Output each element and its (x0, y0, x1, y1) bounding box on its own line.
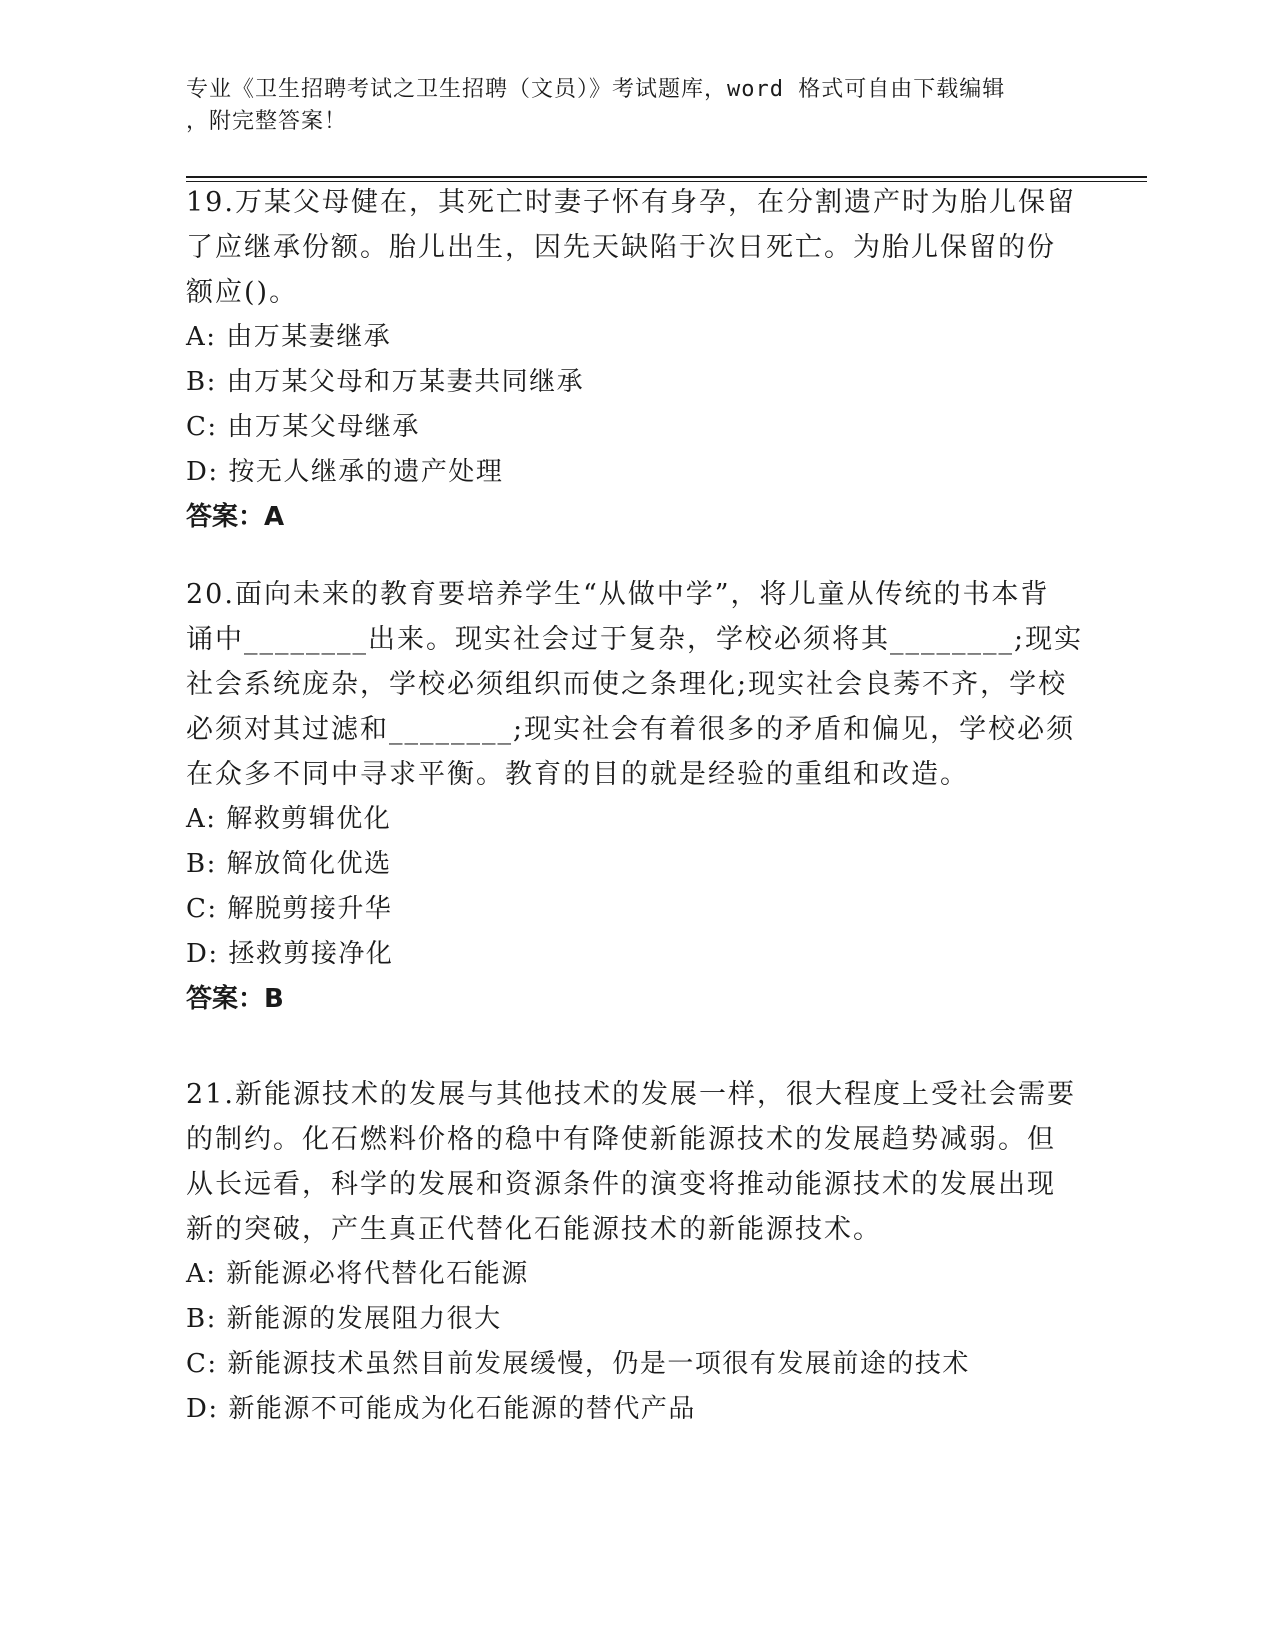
option-d: D: 按无人继承的遗产处理 (186, 457, 504, 487)
question-20 (186, 572, 1086, 1022)
question-stem-line: 从长远看，科学的发展和资源条件的演变将推动能源技术的发展出现 (186, 1169, 1056, 1200)
option-a: A: 新能源必将代替化石能源 (186, 1259, 529, 1289)
option-d: D: 新能源不可能成为化石能源的替代产品 (186, 1394, 696, 1424)
answer-label: 答案：A (186, 502, 285, 532)
option-a: A: 解救剪辑优化 (186, 804, 392, 834)
option-b: B: 解放简化优选 (186, 849, 392, 879)
question-stem-line: 额应()。 (186, 277, 299, 308)
question-stem-line: 的制约。化石燃料价格的稳中有降使新能源技术的发展趋势减弱。但 (186, 1124, 1056, 1155)
question-stem-line: 20.面向未来的教育要培养学生“从做中学”，将儿童从传统的书本背 (186, 579, 1050, 610)
header-line-2: ，附完整答案！ (186, 109, 348, 134)
question-stem-line: 了应继承份额。胎儿出生，因先天缺陷于次日死亡。为胎儿保留的份 (186, 232, 1056, 263)
option-c: C: 解脱剪接升华 (186, 894, 393, 924)
question-19 (186, 180, 1086, 540)
question-stem-line: 21.新能源技术的发展与其他技术的发展一样，很大程度上受社会需要 (186, 1079, 1076, 1110)
question-stem-line: 19.万某父母健在，其死亡时妻子怀有身孕，在分割遗产时为胎儿保留 (186, 187, 1076, 218)
document-header (186, 74, 1066, 138)
option-c: C: 新能源技术虽然目前发展缓慢，仍是一项很有发展前途的技术 (186, 1349, 970, 1379)
header-divider-thick (186, 176, 1147, 178)
option-b: B: 由万某父母和万某妻共同继承 (186, 367, 585, 397)
option-b: B: 新能源的发展阻力很大 (186, 1304, 502, 1334)
question-stem-line: 在众多不同中寻求平衡。教育的目的就是经验的重组和改造。 (186, 759, 969, 790)
question-stem-line: 社会系统庞杂，学校必须组织而使之条理化;现实社会良莠不齐，学校 (186, 669, 1068, 700)
option-d: D: 拯救剪接净化 (186, 939, 394, 969)
header-line-1: 专业《卫生招聘考试之卫生招聘（文员）》考试题库，word 格式可自由下载编辑 (186, 77, 1006, 102)
question-21 (186, 1072, 1086, 1432)
answer-label: 答案：B (186, 984, 284, 1014)
question-stem-line: 新的突破，产生真正代替化石能源技术的新能源技术。 (186, 1214, 882, 1245)
question-stem-line: 必须对其过滤和________;现实社会有着很多的矛盾和偏见，学校必须 (186, 714, 1076, 745)
question-stem-line: 诵中________出来。现实社会过于复杂，学校必须将其________;现实 (186, 624, 1084, 655)
option-c: C: 由万某父母继承 (186, 412, 420, 442)
option-a: A: 由万某妻继承 (186, 322, 392, 352)
